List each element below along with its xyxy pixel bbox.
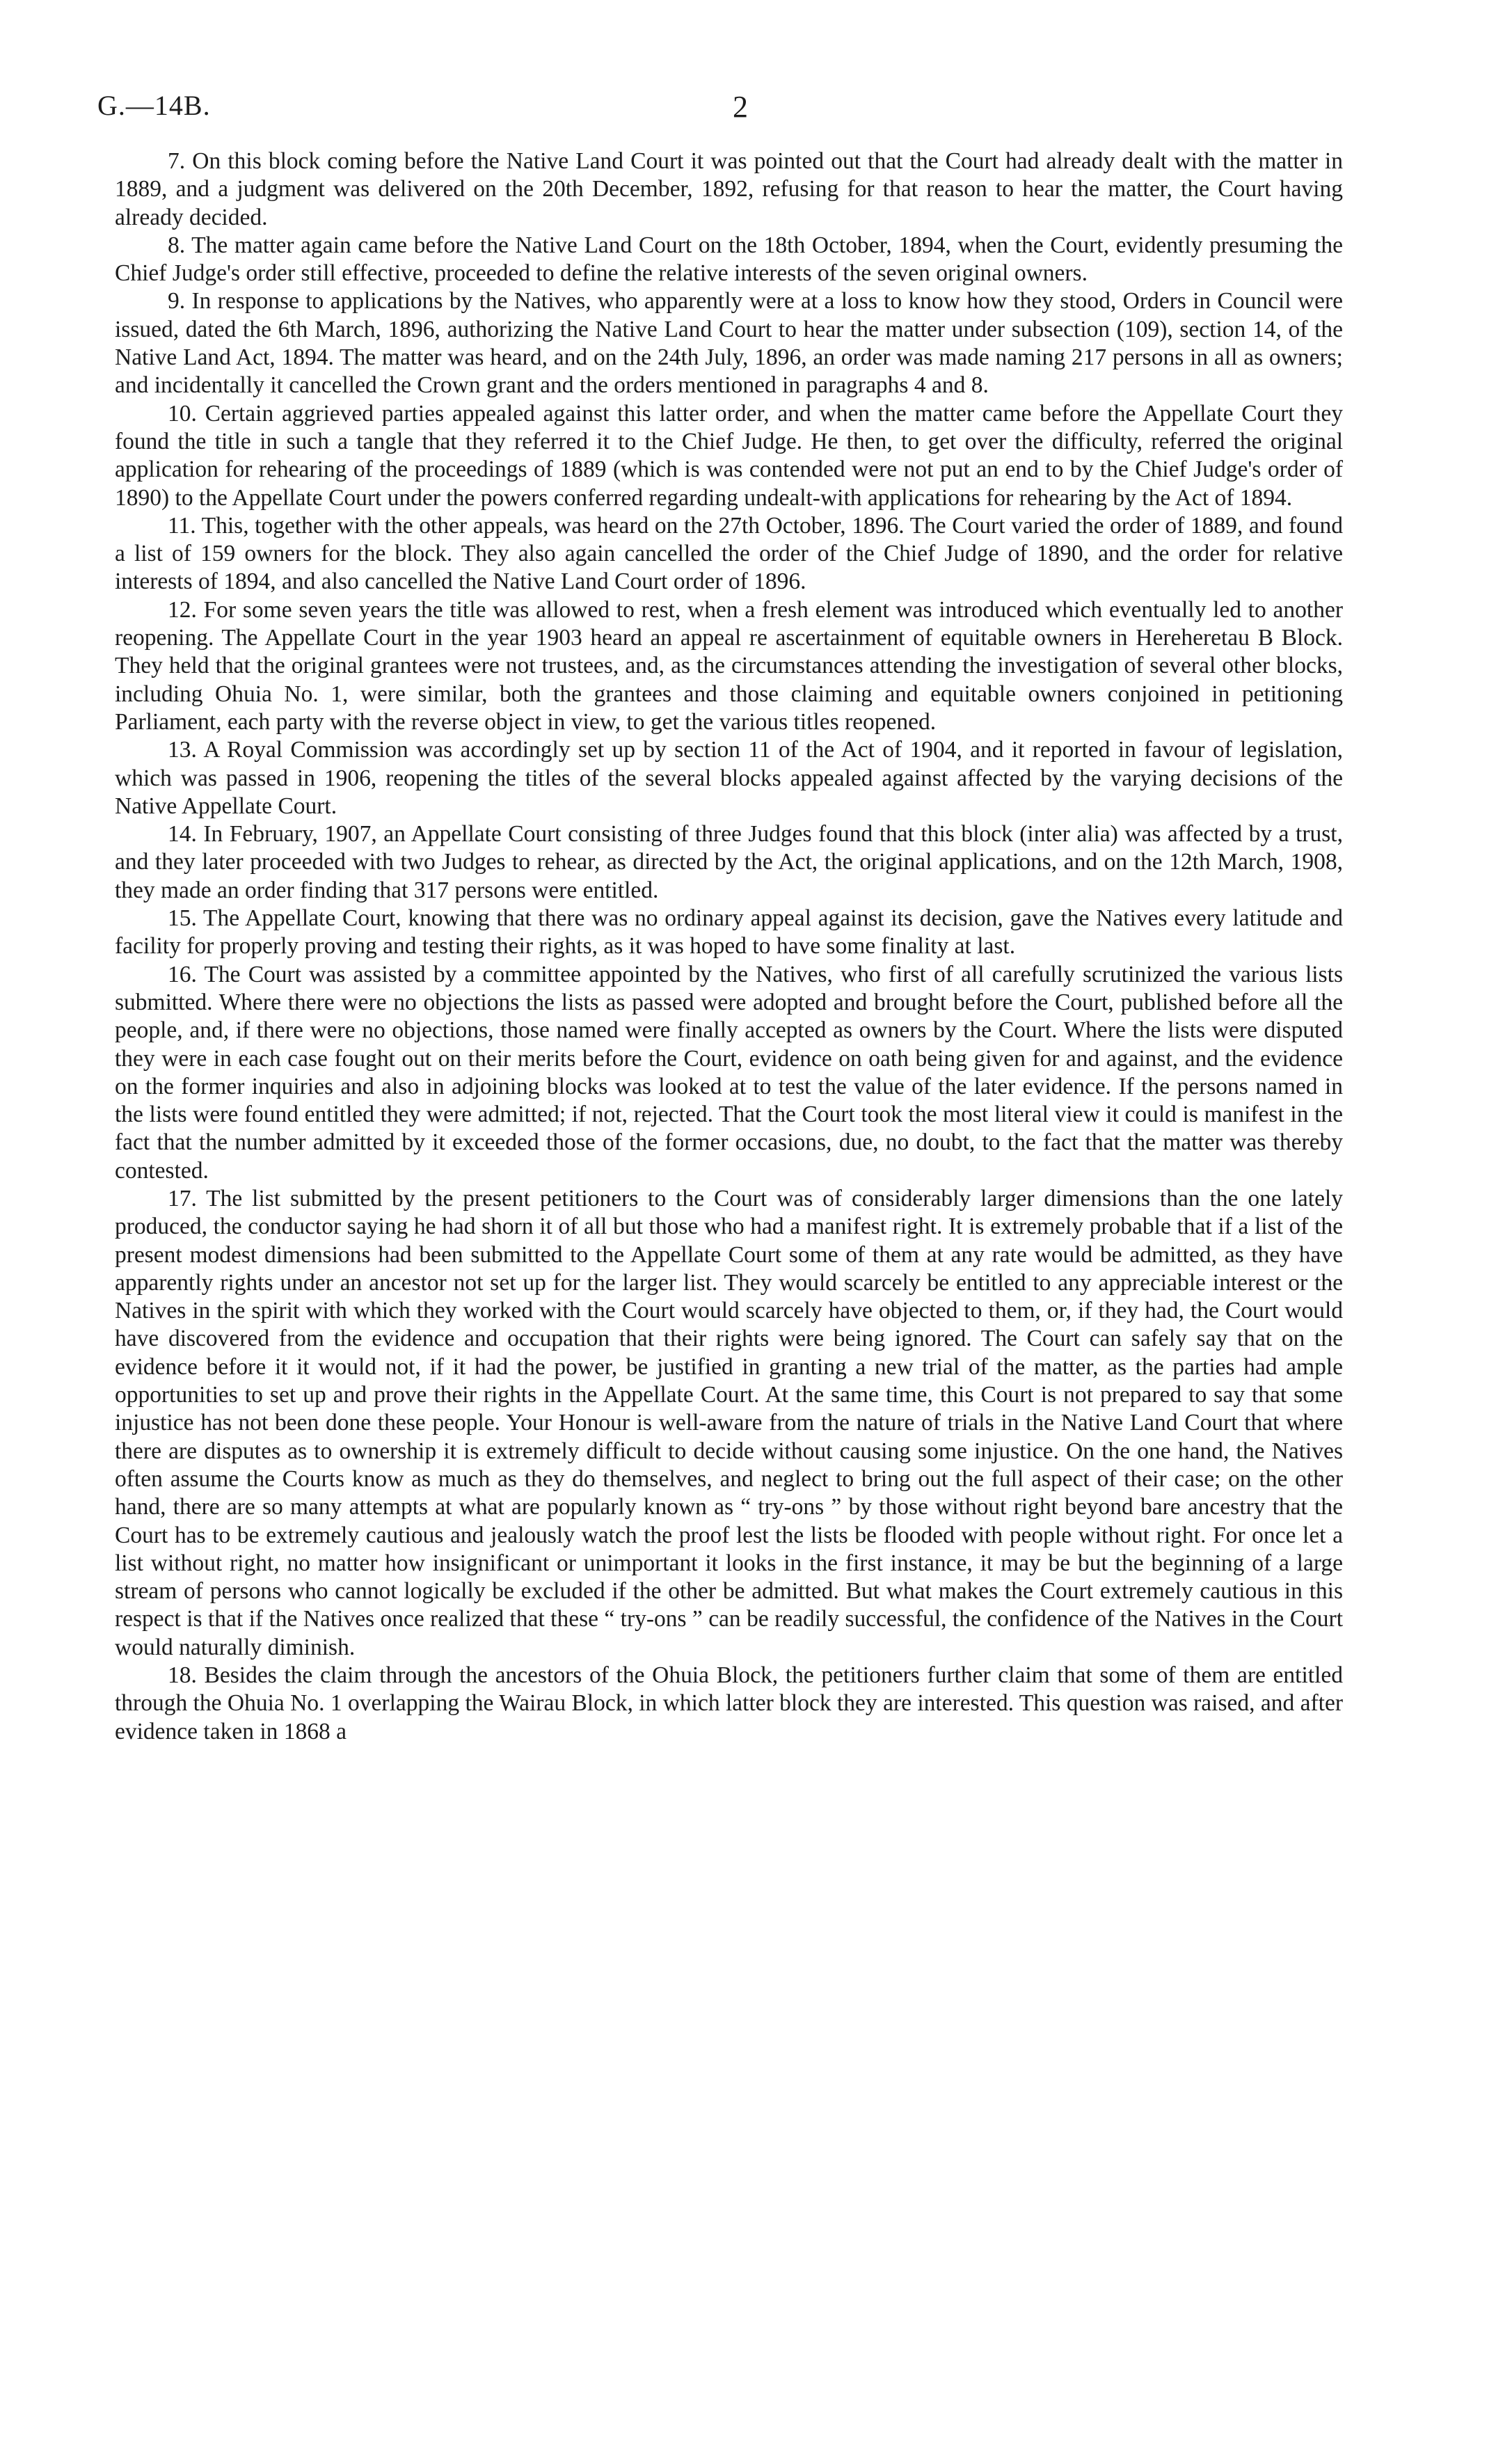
- paragraph-16: 16. The Court was assisted by a committee appointed by the Natives, who first of all carefully scrutinized the various lists submitted. Where there were no objections the lists as passed were adopted and brought before the Court, published before all the people, and, if there were no objections, those named were finally accepted as owners by the Court. Where the lists were disputed they were in each case fought out on their merits before the Court, evidence on oath being given for and against, and the evidence on the former inquiries and also in adjoining blocks was looked at to test the value of the later evidence. If the persons named in the lists were found entitled they were admitted; if not, rejected. That the Court took the most literal view it could is manifest in the fact that the number admitted by it exceeded those of the former occasions, due, no doubt, to the fact that the matter was thereby contested.: [115, 961, 1343, 1184]
- paragraph-14: 14. In February, 1907, an Appellate Court consisting of three Judges found that this block (inter alia) was affected by a trust, and they later proceeded with two Judges to rehear, as directed by the Act, the original applications, and on the 12th March, 1908, they made an order finding that 317 persons were entitled.: [115, 821, 1343, 903]
- paragraph-11: 11. This, together with the other appeals, was heard on the 27th October, 1896. The Court varied the order of 1889, and found a list of 159 owners for the block. They also again cancelled the order of the Chief Judge of 1890, and the order for relative interests of 1894, and also cancelled the Native Land Court order of 1896.: [115, 512, 1343, 595]
- paragraph-17: 17. The list submitted by the present petitioners to the Court was of considerably larger dimensions than the one lately produced, the conductor saying he had shorn it of all but those who had a manifest right. It is extremely probable that if a list of the present modest dimensions had been submitted to the Appellate Court some of them at any rate would be admitted, as they have apparently rights under an ancestor not set up for the larger list. They would scarcely be entitled to any appreciable interest or the Natives in the spirit with which they worked with the Court would scarcely have objected to them, or, if they had, the Court would have discovered from the evidence and occupation that their rights were being ignored. The Court can safely say that on the evidence before it it would not, if it had the power, be justified in granting a new trial of the matter, as the parties had ample opportunities to set up and prove their rights in the Appellate Court. At the same time, this Court is not prepared to say that some injustice has not been done these people. Your Honour is well-aware from the nature of trials in the Native Land Court that where there are disputes as to ownership it is extremely difficult to decide without causing some injustice. On the one hand, the Natives often assume the Courts know as much as they do themselves, and neglect to bring out the full aspect of their case; on the other hand, there are so many attempts at what are popularly known as “ try-ons ” by those without right beyond bare ancestry that the Court has to be extremely cautious and jealously watch the proof lest the lists be flooded with people without right. For once let a list without right, no matter how insignificant or unimportant it looks in the first instance, it may be but the beginning of a large stream of persons who cannot logically be excluded if the other be admitted. But what makes the Court extremely cautious in this respect is that if the Natives once realized that these “ try-ons ” can be readily successful, the confidence of the Natives in the Court would naturally diminish.: [115, 1185, 1343, 1660]
- document-body: [115, 148, 1343, 1746]
- paragraph-8: 8. The matter again came before the Native Land Court on the 18th October, 1894, when the Court, evidently presuming the Chief Judge's order still effective, proceeded to define the relative interests of the seven original owners.: [115, 232, 1343, 287]
- paragraph-7: 7. On this block coming before the Native Land Court it was pointed out that the Court had already dealt with the matter in 1889, and a judgment was delivered on the 20th December, 1892, refusing for that reason to hear the matter, the Court having already decided.: [115, 148, 1343, 230]
- paragraph-18: 18. Besides the claim through the ancestors of the Ohuia Block, the petitioners further claim that some of them are entitled through the Ohuia No. 1 overlapping the Wairau Block, in which latter block they are interested. This question was raised, and after evidence taken in 1868 a: [115, 1662, 1343, 1744]
- paragraph-12: 12. For some seven years the title was allowed to rest, when a fresh element was introduced which eventually led to another reopening. The Appellate Court in the year 1903 heard an appeal re ascertainment of equitable owners in Hereheretau B Block. They held that the original grantees were not trustees, and, as the circumstances attending the investigation of several other blocks, including Ohuia No. 1, were similar, both the grantees and those claiming and equitable owners conjoined in petitioning Parliament, each party with the reverse object in view, to get the various titles reopened.: [115, 596, 1343, 735]
- paragraph-13: 13. A Royal Commission was accordingly set up by section 11 of the Act of 1904, and it reported in favour of legislation, which was passed in 1906, reopening the titles of the several blocks appealed against affected by the varying decisions of the Native Appellate Court.: [115, 737, 1343, 819]
- document-reference: G.—14B.: [97, 90, 211, 121]
- paragraph-10: 10. Certain aggrieved parties appealed against this latter order, and when the matter came before the Appellate Court they found the title in such a tangle that they referred it to the Chief Judge. He then, to get over the difficulty, referred the original application for rehearing of the proceedings of 1889 (which is was contended were not put an end to by the Chief Judge's order of 1890) to the Appellate Court under the powers conferred regarding undealt-with applications for rehearing by the Act of 1894.: [115, 400, 1343, 511]
- page-header: [97, 89, 1406, 131]
- paragraph-9: 9. In response to applications by the Natives, who apparently were at a loss to know how they stood, Orders in Council were issued, dated the 6th March, 1896, authorizing the Native Land Court to hear the matter under subsection (109), section 14, of the Native Land Act, 1894. The matter was heard, and on the 24th July, 1896, an order was made naming 217 persons in all as owners; and incidentally it cancelled the Crown grant and the orders mentioned in paragraphs 4 and 8.: [115, 288, 1343, 399]
- page-number: 2: [733, 90, 748, 124]
- paragraph-15: 15. The Appellate Court, knowing that there was no ordinary appeal against its decision, gave the Natives every latitude and facility for properly proving and testing their rights, as it was hoped to have some finality at last.: [115, 905, 1343, 960]
